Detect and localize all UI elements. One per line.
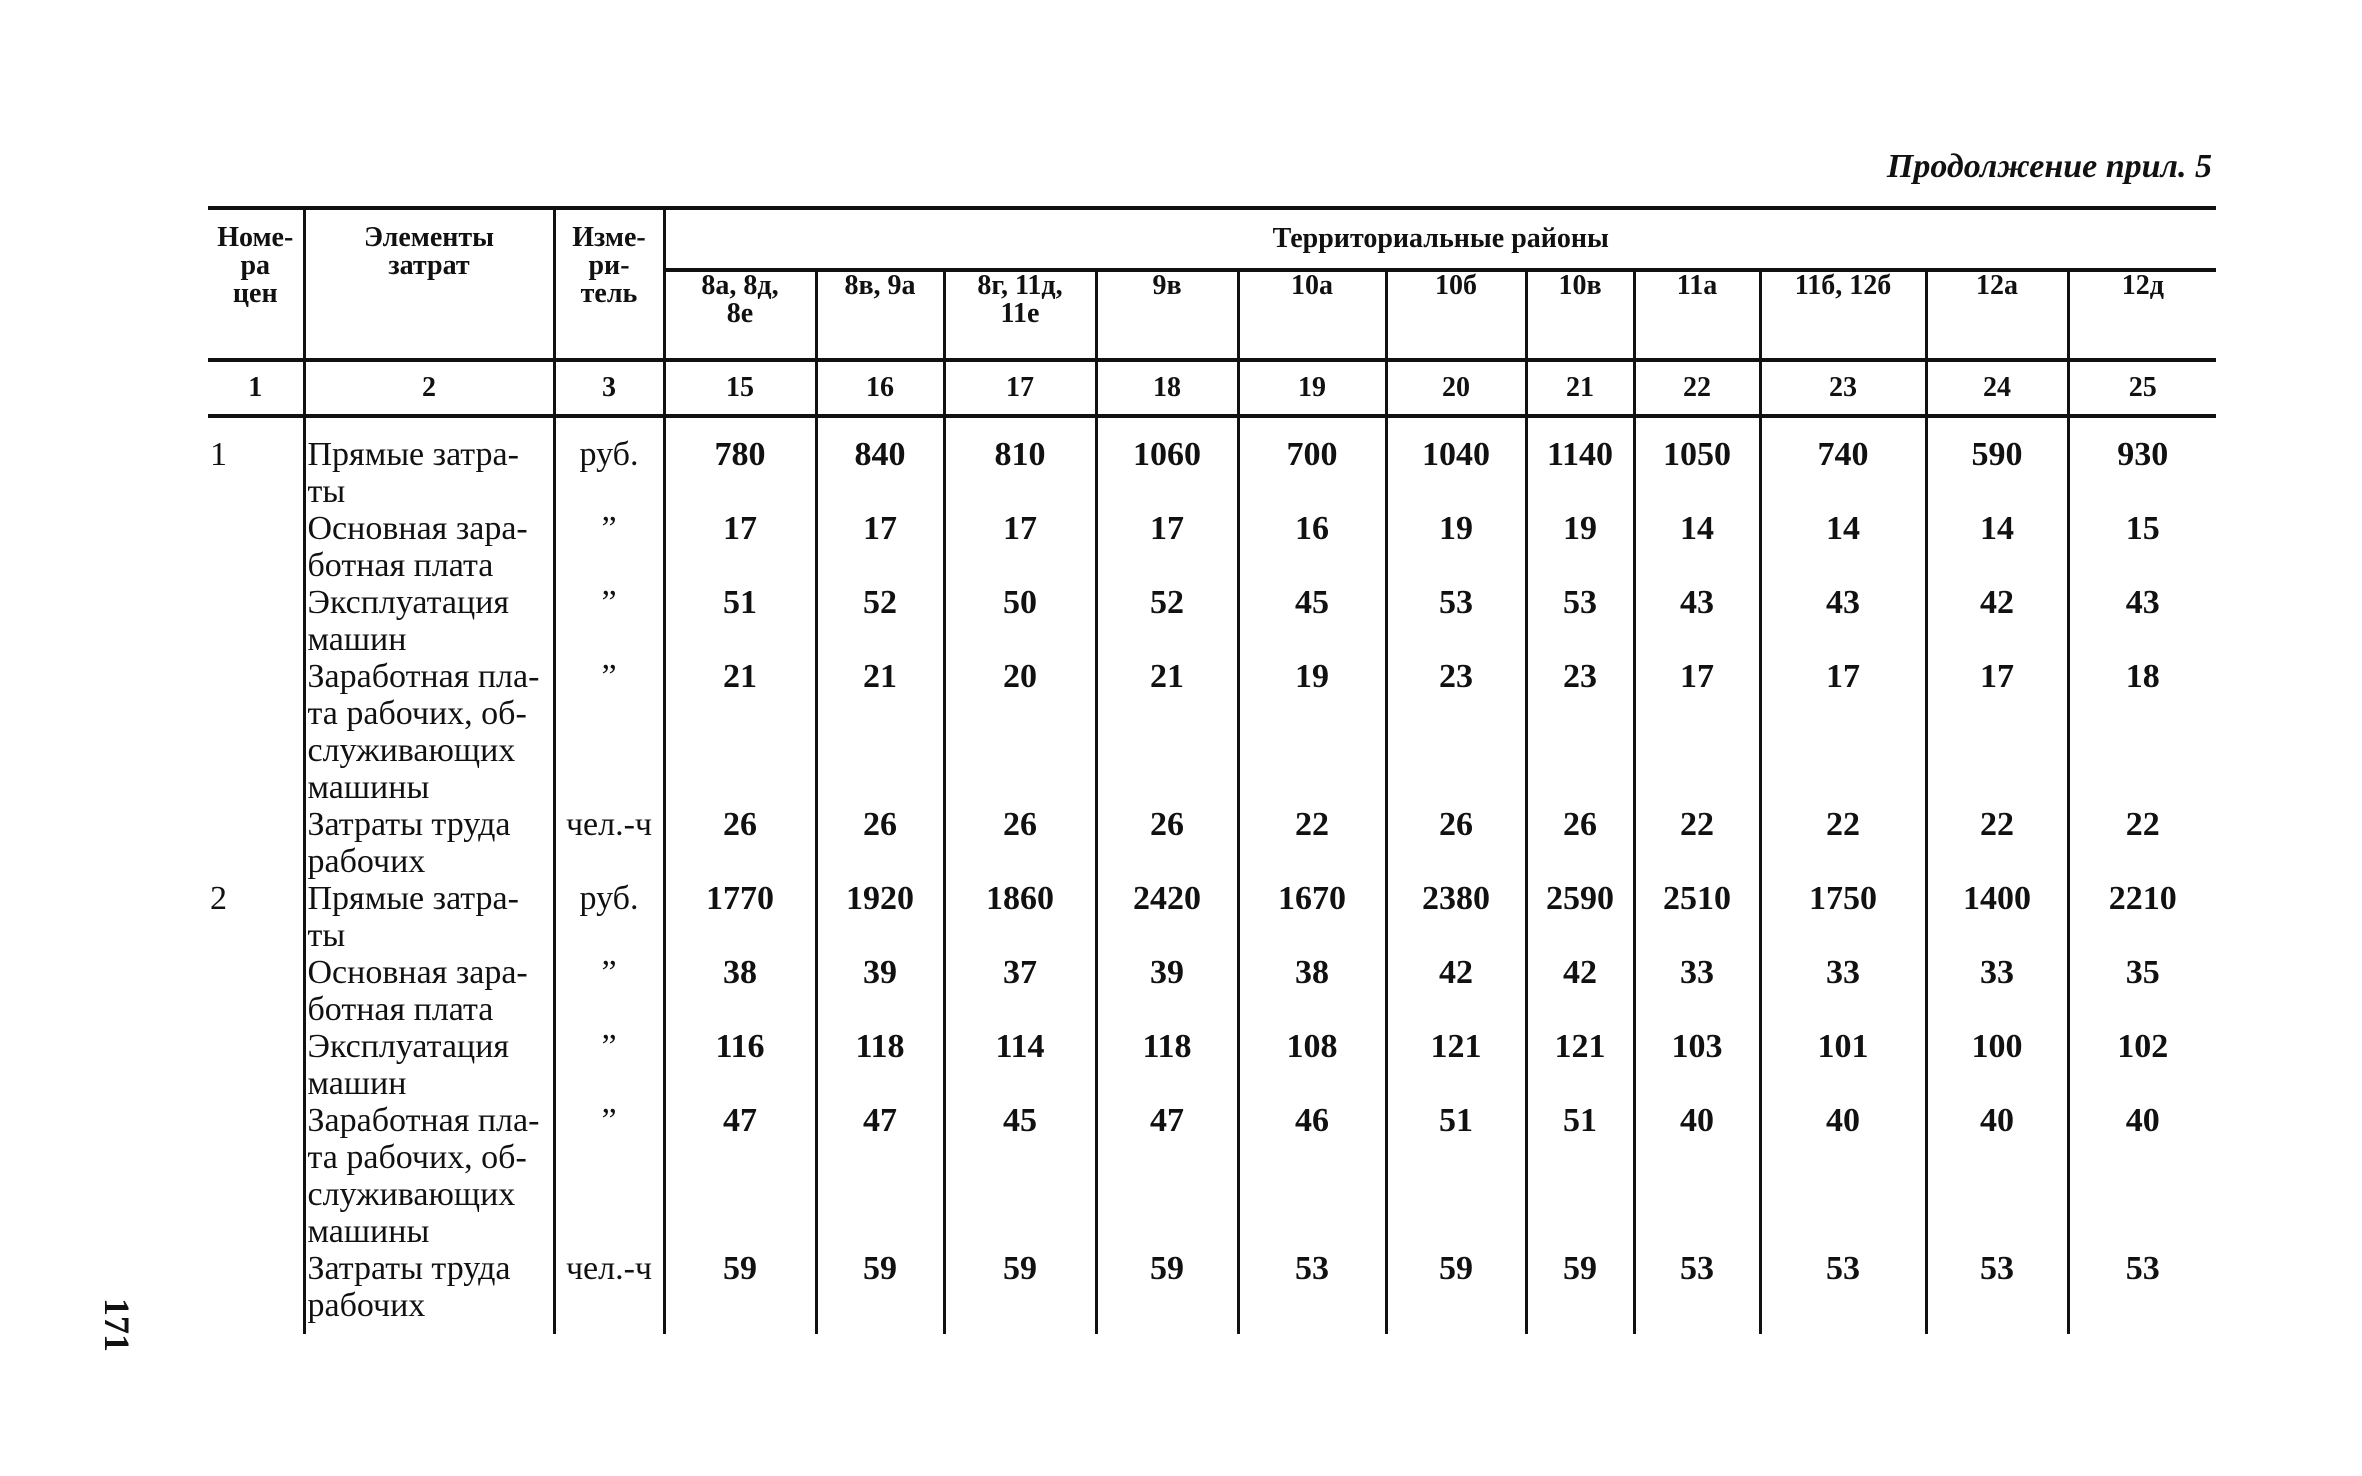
value-cell: 17 (816, 510, 944, 584)
cost-element-cell: Основная зара- ботная плата (304, 510, 554, 584)
value-cell: 840 (816, 416, 944, 510)
value-cell: 118 (1096, 1028, 1238, 1102)
value-cell: 53 (1634, 1250, 1760, 1334)
cost-element-cell: Затраты труда рабочих (304, 806, 554, 880)
unit-cell: ” (554, 658, 664, 806)
table-row (208, 880, 2216, 954)
value-cell: 46 (1238, 1102, 1386, 1250)
value-cell: 35 (2068, 954, 2216, 1028)
header-region: 11б, 12б (1760, 270, 1926, 360)
page-number: 171 (97, 1298, 137, 1352)
value-cell: 26 (1526, 806, 1634, 880)
cost-table (208, 206, 2216, 1334)
unit-cell: чел.-ч (554, 806, 664, 880)
header-region: 8г, 11д, 11е (944, 270, 1096, 360)
value-cell: 59 (816, 1250, 944, 1334)
value-cell: 26 (944, 806, 1096, 880)
unit-cell: чел.-ч (554, 1250, 664, 1334)
value-cell: 121 (1526, 1028, 1634, 1102)
value-cell: 17 (664, 510, 816, 584)
value-cell: 1670 (1238, 880, 1386, 954)
value-cell: 50 (944, 584, 1096, 658)
value-cell: 19 (1526, 510, 1634, 584)
value-cell: 930 (2068, 416, 2216, 510)
value-cell: 17 (1096, 510, 1238, 584)
value-cell: 118 (816, 1028, 944, 1102)
price-number-cell (208, 806, 304, 880)
table-row (208, 658, 2216, 806)
header-cost-elements: Элементы затрат (304, 208, 554, 360)
value-cell: 2590 (1526, 880, 1634, 954)
value-cell: 20 (944, 658, 1096, 806)
price-number-cell (208, 584, 304, 658)
table-row (208, 806, 2216, 880)
price-number-cell (208, 954, 304, 1028)
value-cell: 114 (944, 1028, 1096, 1102)
value-cell: 39 (1096, 954, 1238, 1028)
price-number-cell: 2 (210, 880, 227, 917)
value-cell: 22 (1926, 806, 2068, 880)
value-cell: 45 (1238, 584, 1386, 658)
column-number: 3 (554, 360, 664, 416)
value-cell: 42 (1526, 954, 1634, 1028)
value-cell: 108 (1238, 1028, 1386, 1102)
value-cell: 21 (816, 658, 944, 806)
value-cell: 101 (1760, 1028, 1926, 1102)
value-cell: 53 (1386, 584, 1526, 658)
table-row (208, 1102, 2216, 1250)
value-cell: 700 (1238, 416, 1386, 510)
value-cell: 1770 (664, 880, 816, 954)
value-cell: 103 (1634, 1028, 1760, 1102)
unit-cell: ” (554, 510, 664, 584)
header-price-number: Номе- ра цен (208, 208, 304, 360)
price-number-cell (208, 658, 304, 806)
value-cell: 26 (816, 806, 944, 880)
header-unit: Изме- ри- тель (554, 208, 664, 360)
value-cell: 59 (1096, 1250, 1238, 1334)
unit-cell: руб. (554, 416, 664, 510)
value-cell: 53 (2068, 1250, 2216, 1334)
column-number: 18 (1096, 360, 1238, 416)
value-cell: 18 (2068, 658, 2216, 806)
value-cell: 23 (1386, 658, 1526, 806)
cost-element-cell: Прямые затра- ты (304, 880, 554, 954)
value-cell: 59 (664, 1250, 816, 1334)
header-region: 12д (2068, 270, 2216, 360)
column-number: 19 (1238, 360, 1386, 416)
value-cell: 590 (1926, 416, 2068, 510)
value-cell: 53 (1926, 1250, 2068, 1334)
value-cell: 51 (664, 584, 816, 658)
value-cell: 19 (1238, 658, 1386, 806)
value-cell: 19 (1386, 510, 1526, 584)
value-cell: 43 (1760, 584, 1926, 658)
unit-cell: ” (554, 1028, 664, 1102)
value-cell: 1050 (1634, 416, 1760, 510)
value-cell: 2510 (1634, 880, 1760, 954)
cost-element-cell: Заработная пла- та рабочих, об- служивающих машины (304, 658, 554, 806)
value-cell: 22 (1238, 806, 1386, 880)
column-number: 15 (664, 360, 816, 416)
value-cell: 16 (1238, 510, 1386, 584)
value-cell: 1060 (1096, 416, 1238, 510)
header-region: 8в, 9а (816, 270, 944, 360)
value-cell: 15 (2068, 510, 2216, 584)
value-cell: 59 (944, 1250, 1096, 1334)
value-cell: 43 (2068, 584, 2216, 658)
value-cell: 2380 (1386, 880, 1526, 954)
value-cell: 40 (1926, 1102, 2068, 1250)
header-region: 10б (1386, 270, 1526, 360)
column-number: 20 (1386, 360, 1526, 416)
value-cell: 1860 (944, 880, 1096, 954)
value-cell: 53 (1760, 1250, 1926, 1334)
column-number: 25 (2068, 360, 2216, 416)
table-row (208, 1028, 2216, 1102)
table-row (208, 1250, 2216, 1334)
value-cell: 47 (1096, 1102, 1238, 1250)
cost-element-cell: Прямые затра- ты (304, 416, 554, 510)
column-number: 2 (304, 360, 554, 416)
header-region: 10в (1526, 270, 1634, 360)
table-row (208, 510, 2216, 584)
header-region: 12а (1926, 270, 2068, 360)
value-cell: 23 (1526, 658, 1634, 806)
column-number: 24 (1926, 360, 2068, 416)
price-number-cell (208, 1250, 304, 1334)
header-region: 10а (1238, 270, 1386, 360)
price-number-cell (208, 1102, 304, 1250)
value-cell: 17 (944, 510, 1096, 584)
value-cell: 26 (1096, 806, 1238, 880)
value-cell: 102 (2068, 1028, 2216, 1102)
column-number: 22 (1634, 360, 1760, 416)
value-cell: 43 (1634, 584, 1760, 658)
value-cell: 53 (1238, 1250, 1386, 1334)
value-cell: 39 (816, 954, 944, 1028)
table-row (208, 954, 2216, 1028)
value-cell: 17 (1926, 658, 2068, 806)
value-cell: 45 (944, 1102, 1096, 1250)
value-cell: 1920 (816, 880, 944, 954)
value-cell: 26 (1386, 806, 1526, 880)
value-cell: 17 (1634, 658, 1760, 806)
column-number: 21 (1526, 360, 1634, 416)
value-cell: 22 (2068, 806, 2216, 880)
value-cell: 38 (1238, 954, 1386, 1028)
value-cell: 100 (1926, 1028, 2068, 1102)
value-cell: 22 (1760, 806, 1926, 880)
value-cell: 1750 (1760, 880, 1926, 954)
value-cell: 33 (1926, 954, 2068, 1028)
column-number: 1 (208, 360, 304, 416)
cost-element-cell: Затраты труда рабочих (304, 1250, 554, 1334)
value-cell: 1400 (1926, 880, 2068, 954)
value-cell: 17 (1760, 658, 1926, 806)
value-cell: 1040 (1386, 416, 1526, 510)
price-number-cell: 1 (210, 436, 227, 473)
column-number: 16 (816, 360, 944, 416)
cost-element-cell: Основная зара- ботная плата (304, 954, 554, 1028)
unit-cell: ” (554, 1102, 664, 1250)
value-cell: 42 (1926, 584, 2068, 658)
unit-cell: ” (554, 584, 664, 658)
value-cell: 1140 (1526, 416, 1634, 510)
header-territorial-regions: Территориальные районы (664, 208, 2216, 270)
value-cell: 33 (1634, 954, 1760, 1028)
value-cell: 40 (1760, 1102, 1926, 1250)
value-cell: 52 (1096, 584, 1238, 658)
value-cell: 22 (1634, 806, 1760, 880)
value-cell: 47 (664, 1102, 816, 1250)
cost-element-cell: Заработная пла- та рабочих, об- служивающих машины (304, 1102, 554, 1250)
value-cell: 51 (1386, 1102, 1526, 1250)
cost-element-cell: Эксплуатация машин (304, 584, 554, 658)
column-number: 17 (944, 360, 1096, 416)
value-cell: 51 (1526, 1102, 1634, 1250)
unit-cell: ” (554, 954, 664, 1028)
table-row (208, 416, 2216, 510)
value-cell: 53 (1526, 584, 1634, 658)
column-number: 23 (1760, 360, 1926, 416)
unit-cell: руб. (554, 880, 664, 954)
value-cell: 42 (1386, 954, 1526, 1028)
value-cell: 2420 (1096, 880, 1238, 954)
value-cell: 2210 (2068, 880, 2216, 954)
value-cell: 780 (664, 416, 816, 510)
value-cell: 40 (1634, 1102, 1760, 1250)
value-cell: 121 (1386, 1028, 1526, 1102)
value-cell: 14 (1760, 510, 1926, 584)
value-cell: 14 (1634, 510, 1760, 584)
value-cell: 37 (944, 954, 1096, 1028)
header-region: 8а, 8д, 8е (664, 270, 816, 360)
header-region: 9в (1096, 270, 1238, 360)
value-cell: 40 (2068, 1102, 2216, 1250)
value-cell: 38 (664, 954, 816, 1028)
value-cell: 26 (664, 806, 816, 880)
value-cell: 59 (1526, 1250, 1634, 1334)
price-number-cell (208, 510, 304, 584)
header-region: 11а (1634, 270, 1760, 360)
value-cell: 21 (664, 658, 816, 806)
value-cell: 47 (816, 1102, 944, 1250)
table-row (208, 584, 2216, 658)
value-cell: 810 (944, 416, 1096, 510)
value-cell: 33 (1760, 954, 1926, 1028)
value-cell: 740 (1760, 416, 1926, 510)
value-cell: 59 (1386, 1250, 1526, 1334)
price-number-cell (208, 1028, 304, 1102)
value-cell: 21 (1096, 658, 1238, 806)
cost-element-cell: Эксплуатация машин (304, 1028, 554, 1102)
value-cell: 14 (1926, 510, 2068, 584)
table-caption: Продолжение прил. 5 (1886, 148, 2212, 185)
value-cell: 116 (664, 1028, 816, 1102)
value-cell: 52 (816, 584, 944, 658)
